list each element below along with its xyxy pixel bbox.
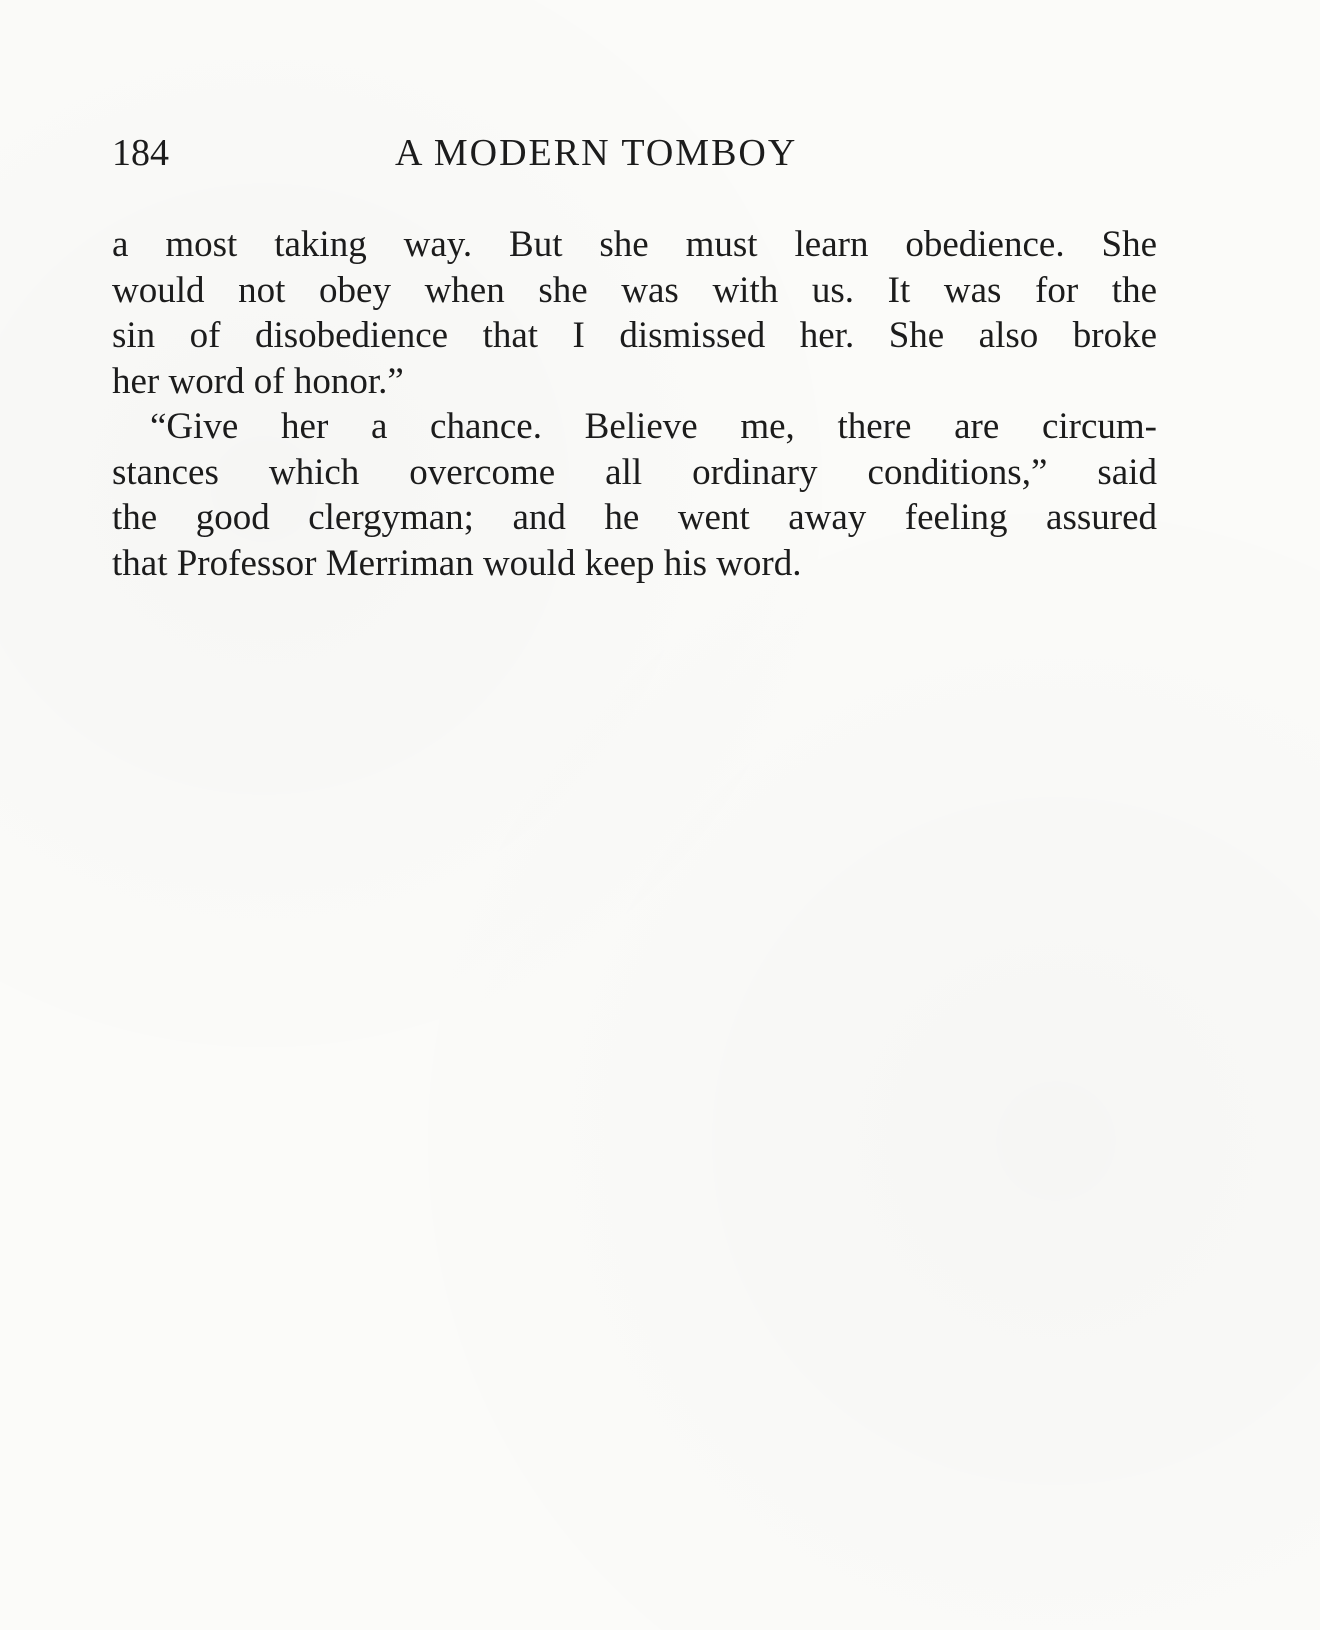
text-line: that Professor Merriman would keep his word. (112, 542, 802, 584)
page-number: 184 (112, 132, 169, 174)
text-line: “Give her a chance. Believe me, there are circum- (150, 406, 1157, 447)
running-head (112, 128, 1157, 178)
text-line: sin of disobedience that I dismissed her. She also broke (112, 315, 1157, 356)
text-line: stances which overcome all ordinary conditions,” said (112, 451, 1157, 493)
text-line: her word of honor.” (112, 360, 404, 402)
body-text (112, 222, 1157, 586)
text-line: a most taking way. But she must learn obedience. She (112, 224, 1157, 265)
text-line: would not obey when she was with us. It was for the (112, 269, 1157, 311)
running-title: A MODERN TOMBOY (395, 132, 798, 174)
text-line: the good clergyman; and he went away feeling assured (112, 497, 1157, 538)
